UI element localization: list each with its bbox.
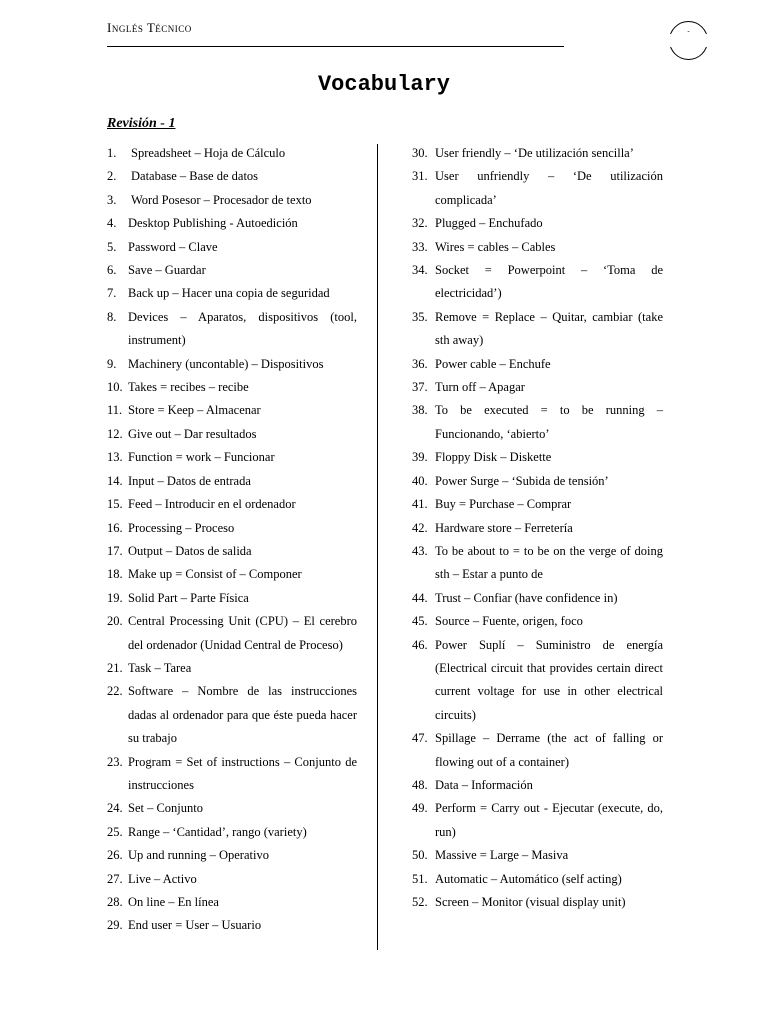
vocabulary-entry [107, 236, 357, 259]
vocabulary-entry [412, 306, 663, 353]
entry-number: 6. [107, 263, 117, 278]
vocabulary-entry [107, 212, 357, 235]
vocabulary-entry [107, 165, 357, 188]
vocabulary-entry [107, 493, 357, 516]
entry-number: 7. [107, 286, 117, 301]
entry-number: 36. [412, 356, 428, 371]
vocabulary-entry [412, 446, 663, 469]
entry-text: Up and running – Operativo [128, 848, 269, 863]
entry-number: 50. [412, 848, 428, 863]
entry-text: Output – Datos de salida [128, 543, 252, 558]
entry-text: Socket = Powerpoint – ‘Toma de electricidad’) [435, 263, 663, 301]
section-heading: Revisión - 1 [107, 116, 176, 131]
entry-text: Desktop Publishing - Autoedición [128, 216, 298, 231]
entry-number: 24. [107, 801, 123, 816]
entry-number: 5. [107, 239, 117, 254]
entry-text: Massive = Large – Masiva [435, 848, 569, 863]
entry-number: 18. [107, 567, 123, 582]
vocabulary-entry [412, 774, 663, 797]
vocabulary-column-right [412, 142, 663, 914]
vocabulary-entry [107, 914, 357, 937]
document-title: Vocabulary [317, 72, 451, 97]
entry-text: Spillage – Derrame (the act of falling or flowing out of a container) [435, 731, 663, 769]
vocabulary-entry [412, 727, 663, 774]
vocabulary-entry [412, 165, 663, 212]
vocabulary-entry [412, 540, 663, 587]
entry-number: 3. [107, 192, 117, 207]
entry-text: Solid Part – Parte Física [128, 590, 249, 605]
entry-number: 29. [107, 918, 123, 933]
entry-number: 42. [412, 520, 428, 535]
entry-number: 38. [412, 403, 428, 418]
entry-number: 13. [107, 450, 123, 465]
entry-text: Screen – Monitor (visual display unit) [435, 895, 626, 909]
entry-number: 22. [107, 684, 123, 699]
entry-text: To be about to = to be on the verge of doing sth – Estar a punto de [435, 543, 663, 582]
entry-number: 27. [107, 871, 123, 886]
vocabulary-entry [107, 751, 357, 798]
entry-text: Turn off – Apagar [435, 380, 525, 395]
entry-text: On line – En línea [128, 895, 219, 909]
column-divider [377, 144, 378, 950]
vocabulary-entry [107, 797, 357, 820]
vocabulary-entry [107, 423, 357, 446]
page-number-badge [669, 21, 708, 60]
entry-number: 10. [107, 380, 123, 395]
vocabulary-entry [107, 844, 357, 867]
vocabulary-entry [412, 212, 663, 235]
entry-text: Store = Keep – Almacenar [128, 403, 261, 418]
entry-text: Power Suplí – Suministro de energía (Electrical circuit that provides certain direct current voltage for use in other electrical circuits) [435, 637, 663, 722]
vocabulary-entry [412, 353, 663, 376]
entry-number: 49. [412, 801, 428, 816]
entry-text: Live – Activo [128, 871, 197, 886]
entry-text: Word Posesor – Procesador de texto [131, 192, 312, 207]
entry-number: 11. [107, 403, 123, 418]
entry-number: 17. [107, 543, 123, 558]
vocabulary-entry [412, 259, 663, 306]
entry-number: 40. [412, 473, 428, 488]
entry-text: Task – Tarea [128, 660, 192, 675]
vocabulary-entry [107, 399, 357, 422]
entry-text: Give out – Dar resultados [128, 426, 257, 441]
entry-text: Perform = Carry out - Ejecutar (execute, do, run) [435, 801, 663, 839]
entry-number: 2. [107, 169, 117, 184]
entry-text: Save – Guardar [128, 263, 206, 278]
vocabulary-entry [107, 868, 357, 891]
entry-text: Back up – Hacer una copia de seguridad [128, 286, 330, 301]
entry-text: Wires = cables – Cables [435, 239, 556, 254]
entry-number: 26. [107, 848, 123, 863]
entry-number: 39. [412, 450, 428, 465]
vocabulary-entry [412, 891, 663, 914]
vocabulary-entry [412, 797, 663, 844]
page-number: - [687, 27, 690, 35]
entry-number: 4. [107, 216, 117, 231]
vocabulary-entry [107, 470, 357, 493]
entry-text: User friendly – ‘De utilización sencilla’ [435, 146, 634, 160]
entry-text: Software – Nombre de las instrucciones dadas al ordenador para que éste pueda hacer su trabajo [128, 684, 357, 746]
vocabulary-entry [412, 376, 663, 399]
vocabulary-entry [107, 610, 357, 657]
entry-number: 44. [412, 590, 428, 605]
entry-number: 48. [412, 777, 428, 792]
vocabulary-entry [412, 493, 663, 516]
entry-number: 32. [412, 216, 428, 231]
entry-text: Automatic – Automático (self acting) [435, 871, 622, 886]
entry-text: User unfriendly – ‘De utilización complicada’ [435, 169, 663, 207]
page-header [107, 18, 564, 47]
vocabulary-entry [107, 259, 357, 282]
vocabulary-entry [107, 189, 357, 212]
entry-text: Source – Fuente, origen, foco [435, 614, 583, 629]
entry-text: To be executed = to be running – Funcionando, ‘abierto’ [435, 403, 663, 441]
entry-number: 35. [412, 309, 428, 324]
entry-text: Range – ‘Cantidad’, rango (variety) [128, 824, 307, 839]
vocabulary-entry [412, 470, 663, 493]
vocabulary-entry [412, 142, 663, 165]
entry-number: 45. [412, 614, 428, 629]
entry-number: 34. [412, 263, 428, 278]
entry-number: 16. [107, 520, 123, 535]
vocabulary-column-left [107, 142, 357, 938]
vocabulary-entry [412, 236, 663, 259]
entry-text: Feed – Introducir en el ordenador [128, 497, 296, 512]
entry-text: Trust – Confiar (have confidence in) [435, 590, 618, 605]
entry-text: Spreadsheet – Hoja de Cálculo [131, 146, 286, 160]
vocabulary-entry [107, 376, 357, 399]
entry-text: Set – Conjunto [128, 801, 204, 816]
entry-text: Machinery (uncontable) – Dispositivos [128, 356, 324, 371]
entry-number: 41. [412, 497, 428, 512]
entry-number: 25. [107, 824, 123, 839]
entry-number: 19. [107, 590, 123, 605]
entry-number: 46. [412, 637, 428, 652]
vocabulary-entry [412, 868, 663, 891]
entry-number: 20. [107, 614, 123, 629]
entry-number: 51. [412, 871, 428, 886]
vocabulary-entry [107, 563, 357, 586]
entry-text: Input – Datos de entrada [128, 473, 251, 488]
header-title: Inglés Técnico [107, 20, 192, 35]
entry-number: 33. [412, 239, 428, 254]
entry-text: Make up = Consist of – Componer [128, 567, 302, 582]
vocabulary-entry [412, 634, 663, 728]
entry-text: Hardware store – Ferretería [435, 520, 573, 535]
entry-text: Plugged – Enchufado [435, 216, 543, 231]
entry-number: 14. [107, 473, 123, 488]
entry-number: 43. [412, 543, 428, 558]
entry-number: 31. [412, 169, 428, 184]
vocabulary-entry [412, 610, 663, 633]
vocabulary-entry [107, 142, 357, 165]
vocabulary-entry [412, 844, 663, 867]
entry-text: Function = work – Funcionar [128, 450, 275, 465]
entry-text: Takes = recibes – recibe [128, 380, 249, 395]
entry-text: Processing – Proceso [128, 520, 235, 535]
entry-text: Program = Set of instructions – Conjunto de instrucciones [128, 754, 357, 792]
vocabulary-entry [107, 446, 357, 469]
entry-text: Remove = Replace – Quitar, cambiar (take sth away) [435, 309, 663, 348]
vocabulary-entry [412, 517, 663, 540]
entry-text: Devices – Aparatos, dispositivos (tool, instrument) [128, 309, 357, 348]
entry-text: Power Surge – ‘Subida de tensión’ [435, 473, 609, 488]
entry-number: 1. [107, 146, 117, 160]
vocabulary-entry [107, 540, 357, 563]
vocabulary-entry [107, 821, 357, 844]
entry-text: Floppy Disk – Diskette [435, 450, 552, 465]
entry-text: Database – Base de datos [131, 169, 259, 184]
entry-number: 47. [412, 731, 428, 746]
entry-text: Password – Clave [128, 239, 218, 254]
vocabulary-entry [107, 657, 357, 680]
vocabulary-entry [107, 306, 357, 353]
vocabulary-entry [107, 891, 357, 914]
entry-text: End user = User – Usuario [128, 918, 262, 933]
vocabulary-entry [107, 587, 357, 610]
entry-number: 9. [107, 356, 117, 371]
entry-number: 21. [107, 660, 123, 675]
entry-number: 15. [107, 497, 123, 512]
vocabulary-entry [107, 517, 357, 540]
vocabulary-entry [107, 680, 357, 750]
vocabulary-entry [107, 353, 357, 376]
entry-number: 30. [412, 146, 428, 160]
entry-number: 8. [107, 309, 117, 324]
vocabulary-entry [412, 587, 663, 610]
entry-number: 28. [107, 895, 123, 909]
entry-number: 52. [412, 895, 428, 909]
entry-text: Central Processing Unit (CPU) – El cerebro del ordenador (Unidad Central de Proceso) [128, 614, 357, 652]
entry-number: 23. [107, 754, 123, 769]
vocabulary-entry [107, 282, 357, 305]
entry-text: Power cable – Enchufe [435, 356, 551, 371]
vocabulary-entry [412, 399, 663, 446]
entry-number: 37. [412, 380, 428, 395]
entry-number: 12. [107, 426, 123, 441]
entry-text: Data – Información [435, 777, 533, 792]
entry-text: Buy = Purchase – Comprar [435, 497, 572, 512]
